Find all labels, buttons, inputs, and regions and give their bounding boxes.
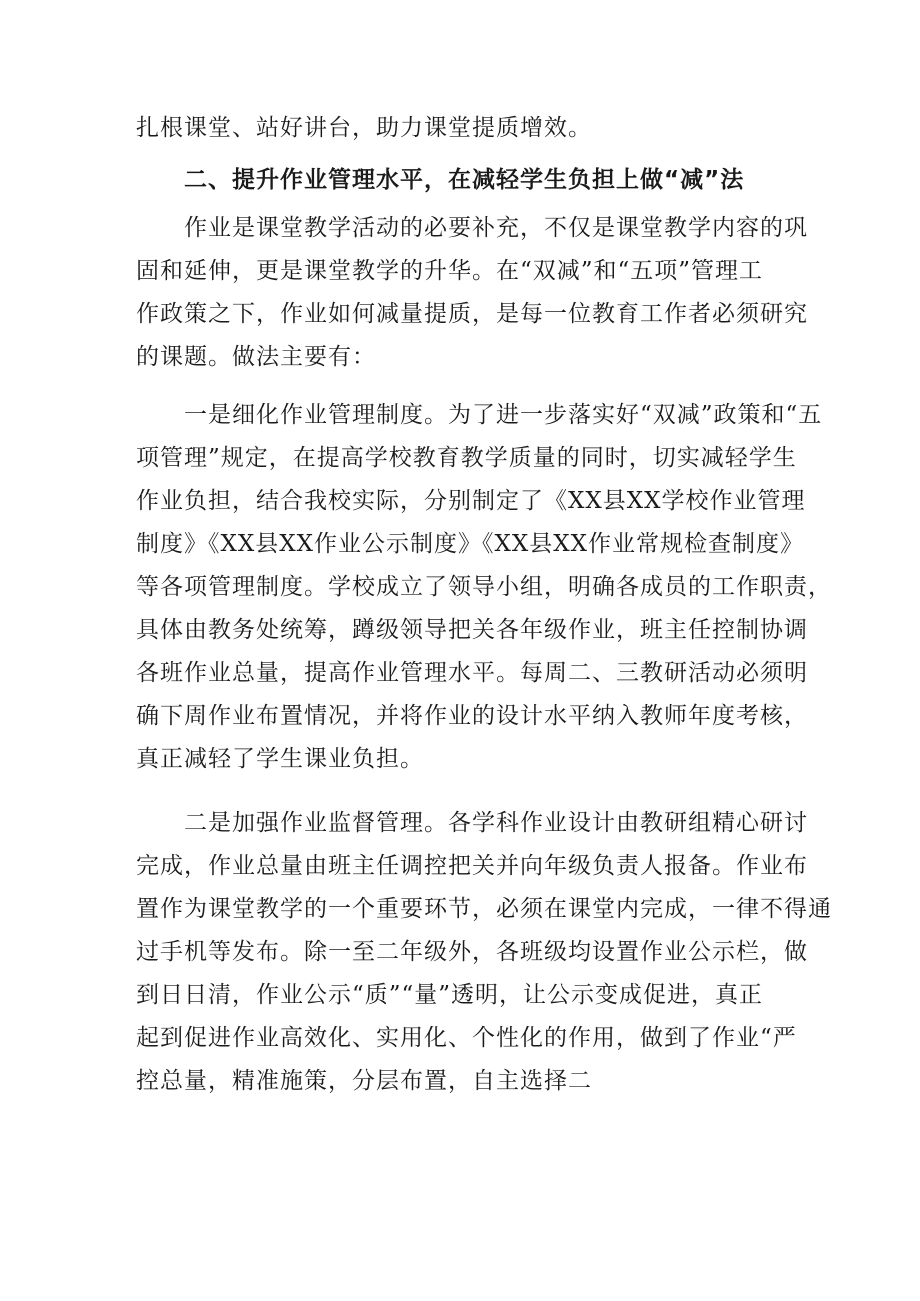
body-line: 制度》《XX县XX作业公示制度》《XX县XX作业常规检查制度》 <box>136 531 804 557</box>
paragraph-first-line: 二是加强作业监督管理。各学科作业设计由教研组精心研讨 <box>184 810 808 836</box>
body-line: 项管理”规定，在提高学校教育教学质量的同时，切实减轻学生 <box>136 445 797 471</box>
body-line: 控总量，精准施策，分层布置，自主选择二 <box>136 1068 592 1094</box>
body-line: 具体由教务处统筹，蹲级领导把关各年级作业，班主任控制协调 <box>136 617 808 643</box>
body-line: 过手机等发布。除一至二年级外，各班级均设置作业公示栏，做 <box>136 939 808 965</box>
body-line: 真正减轻了学生课业负担。 <box>136 746 424 772</box>
body-line: 的课题。做法主要有： <box>136 344 376 370</box>
body-line: 到日日清，作业公示“质”“量”透明，让公示变成促进，真正 <box>136 982 764 1008</box>
paragraph-first-line: 作业是课堂教学活动的必要补充，不仅是课堂教学内容的巩 <box>184 215 808 241</box>
body-line: 固和延伸，更是课堂教学的升华。在“双减”和“五项”管理工 <box>136 258 764 284</box>
body-line: 完成，作业总量由班主任调控把关并向年级负责人报备。作业布 <box>136 853 808 879</box>
body-line: 置作为课堂教学的一个重要环节，必须在课堂内完成，一律不得通 <box>136 896 832 922</box>
body-line: 作业负担，结合我校实际，分别制定了《XX县XX学校作业管理 <box>136 488 806 514</box>
body-line: 起到促进作业高效化、实用化、个性化的作用，做到了作业“严 <box>136 1025 797 1051</box>
body-line: 作政策之下，作业如何减量提质，是每一位教育工作者必须研究 <box>136 301 808 327</box>
body-line: 确下周作业布置情况，并将作业的设计水平纳入教师年度考核， <box>136 703 808 729</box>
paragraph-first-line: 一是细化作业管理制度。为了进一步落实好“双减”政策和“五 <box>184 402 823 428</box>
section-heading: 二、提升作业管理水平，在减轻学生负担上做“减”法 <box>184 167 745 193</box>
body-line: 等各项管理制度。学校成立了领导小组，明确各成员的工作职责， <box>136 574 832 600</box>
body-line: 各班作业总量，提高作业管理水平。每周二、三教研活动必须明 <box>136 660 808 686</box>
body-line: 扎根课堂、站好讲台，助力课堂提质增效。 <box>136 115 592 141</box>
